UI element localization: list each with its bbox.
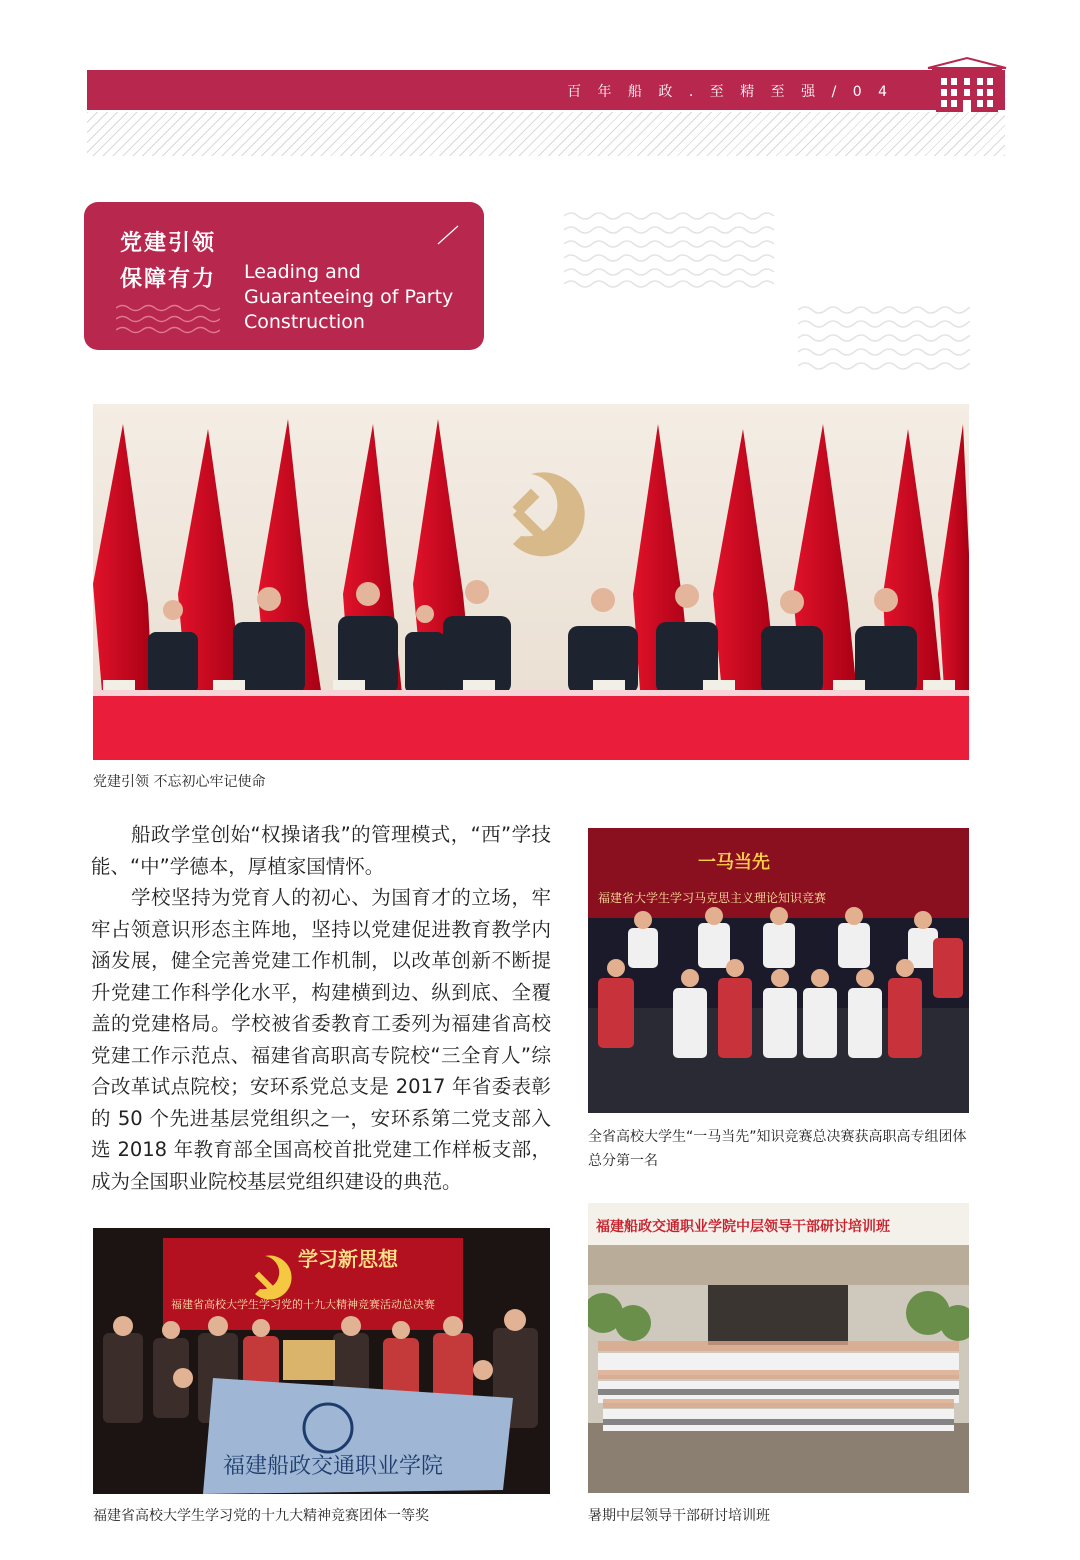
main-photo-caption: 党建引领 不忘初心牢记使命 (93, 774, 266, 790)
header-text: 百 年 船 政 . 至 精 至 强 / 0 4 (567, 84, 893, 100)
header-band (87, 70, 1005, 110)
award-banner-title: 学习新思想 (298, 1247, 398, 1271)
building-icon (926, 56, 1008, 114)
slash-decoration-icon (436, 224, 460, 246)
training-photo (588, 1203, 969, 1493)
competition-logo: 一马当先 (698, 852, 770, 873)
competition-photo-caption: 全省高校大学生“一马当先”知识竞赛总决赛获高职高专组团体总分第一名 (588, 1129, 967, 1169)
award-banner-sub: 福建省高校大学生学习党的十九大精神竞赛活动总决赛 (171, 1298, 435, 1311)
section-title-cn-line1: 党建引领 (120, 231, 217, 256)
award-photo (93, 1228, 550, 1494)
header-hatch-pattern (87, 112, 1005, 156)
training-banner: 福建船政交通职业学院中层领导干部研讨培训班 (596, 1219, 890, 1235)
competition-photo (588, 828, 969, 1113)
section-title-en: Leading and Guaranteeing of Party Construction (244, 261, 454, 333)
section-title-box (84, 202, 484, 350)
wave-decoration-icon (116, 302, 220, 336)
wave-pattern-decoration (798, 304, 970, 374)
training-photo-caption: 暑期中层领导干部研讨培训班 (588, 1508, 770, 1524)
body-text (91, 819, 551, 1197)
party-congress-photo (93, 404, 969, 760)
body-paragraph-2: 学校坚持为党育人的初心、为国育才的立场，牢牢占领意识形态主阵地，坚持以党建促进教育教学内涵发展，健全完善党建工作机制，以改革创新不断提升党建工作科学化水平，构建横到边、纵到底、全覆盖的党建格局。学校被省委教育工委列为福建省高校党建工作示范点、福建省高职高专院校“三全育人”综合改革试点院校；安环系党总支是 2017 年省委表彰的 50 个先进基层党组织之一，安环系第二党支部入选 2018 年教育部全国高校首批党建工作样板支部，成为全国职业院校基层党组织建设的典范。 (91, 886, 551, 1193)
section-title-cn-line2: 保障有力 (120, 267, 217, 292)
award-photo-caption: 福建省高校大学生学习党的十九大精神竞赛团体一等奖 (93, 1508, 429, 1524)
body-paragraph-1: 船政学堂创始“权操诸我”的管理模式，“西”学技能、“中”学德本，厚植家国情怀。 (91, 823, 551, 878)
wave-pattern-decoration (564, 210, 774, 288)
award-flag-text: 福建船政交通职业学院 (223, 1454, 444, 1479)
competition-banner: 福建省大学生学习马克思主义理论知识竞赛 (598, 891, 827, 905)
